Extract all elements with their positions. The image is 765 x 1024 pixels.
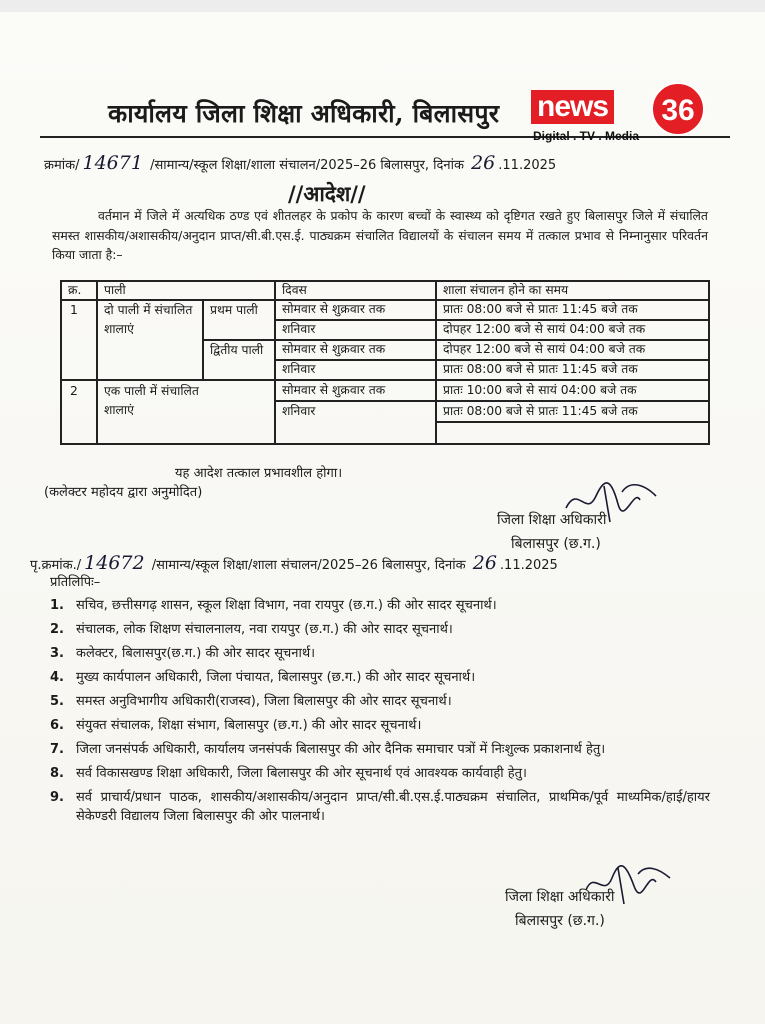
reference-day: 26 <box>471 152 496 174</box>
list-item: 3. कलेक्टर, बिलासपुर(छ.ग.) की ओर सादर सूचनार्थ। <box>50 646 316 661</box>
reference2-date: .11.2025 <box>499 558 558 573</box>
group1-label: दो पाली में संचालित शालाएं <box>104 303 193 336</box>
table-divider <box>96 280 98 444</box>
reference-line-2 <box>30 552 558 574</box>
top-strip <box>0 0 765 12</box>
reference-date: .11.2025 <box>498 158 557 173</box>
g1-row2-day: शनिवार <box>282 322 316 336</box>
reference2-day: 26 <box>472 552 497 574</box>
table-divider <box>435 280 437 444</box>
signature2-place: बिलासपुर (छ.ग.) <box>515 913 605 929</box>
logo-brand: news <box>531 90 614 124</box>
reference-line <box>44 152 556 174</box>
header-shift: पाली <box>104 283 126 297</box>
table-border <box>60 443 710 445</box>
signature-designation: जिला शिक्षा अधिकारी <box>497 512 607 528</box>
g1-row4-time: प्रातः 08:00 बजे से प्रातः 11:45 बजे तक <box>443 362 638 376</box>
g1-row1-day: सोमवार से शुक्रवार तक <box>282 302 386 316</box>
reference-label: क्रमांक/ <box>44 158 80 173</box>
reference2-label: पृ.क्रमांक./ <box>30 558 82 573</box>
copy-to-label: प्रतिलिपिः– <box>50 575 101 590</box>
list-item: 2. संचालक, लोक शिक्षण संचालनालय, नवा रायपुर (छ.ग.) की ओर सादर सूचनार्थ। <box>50 622 453 637</box>
group1-first-shift: प्रथम पाली <box>210 303 258 317</box>
list-item: 9. सर्व प्राचार्य/प्रधान पाठक, शासकीय/अशासकीय/अनुदान प्राप्त/सी.बी.एस.ई.पाठ्यक्रम संचालित, प्राथमिक/पूर्व माध्यमिक/हाई/हायर सेकेण्डरी विद्यालय जिला बिलासपुर की ओर पालनार्थ। <box>50 790 710 824</box>
signature-place: बिलासपुर (छ.ग.) <box>511 536 601 552</box>
table-border <box>60 280 62 444</box>
g2-row1-time: प्रातः 10:00 बजे से सायं 04:00 बजे तक <box>443 383 637 397</box>
g2-row2-day: शनिवार <box>282 404 316 418</box>
g1-row3-time: दोपहर 12:00 बजे से सायं 04:00 बजे तक <box>443 342 646 356</box>
reference-path: /सामान्य/स्कूल शिक्षा/शाला संचालन/2025–26 बिलासपुर, दिनांक <box>150 158 464 173</box>
table-border <box>60 280 710 282</box>
news36-logo <box>531 84 709 146</box>
office-title: कार्यालय जिला शिक्षा अधिकारी, बिलासपुर <box>108 99 500 128</box>
logo-number: 36 <box>651 82 705 136</box>
order-body: वर्तमान में जिले में अत्यधिक ठण्ड एवं शीतलहर के प्रकोप के कारण बच्चों के स्वास्थ्य को दृष्टिगत रखते हुए बिलासपुर जिले में संचालित समस्त शासकीय/अशासकीय/अनुदान प्राप्त/सी.बी.एस.ई. पाठ्यक्रम संचालित विद्यालयों के संचालन समय में तत्काल प्रभाव से निम्नानुसार परिवर्तन किया जाता है:– <box>52 208 708 262</box>
logo-tagline: Digital . TV . Media <box>533 129 640 143</box>
table-border <box>708 280 710 444</box>
group2-sno: 2 <box>70 384 78 398</box>
g2-row1-day: सोमवार से शुक्रवार तक <box>282 383 386 397</box>
signature2-designation: जिला शिक्षा अधिकारी <box>505 889 615 905</box>
list-item: 4. मुख्य कार्यपालन अधिकारी, जिला पंचायत, बिलासपुर (छ.ग.) की ओर सादर सूचनार्थ। <box>50 670 476 685</box>
schedule-table <box>60 280 710 444</box>
list-item: 7. जिला जनसंपर्क अधिकारी, कार्यालय जनसंपर्क बिलासपुर की ओर दैनिक समाचार पत्रों में निःशुल्क प्रकाशनार्थ हेतु। <box>50 742 606 757</box>
copy-to-list <box>50 596 710 831</box>
g1-row3-day: सोमवार से शुक्रवार तक <box>282 342 386 356</box>
group1-sno: 1 <box>70 303 78 317</box>
header-sno: क्र. <box>68 283 82 297</box>
group2-label: एक पाली में संचालित शालाएं <box>104 384 199 417</box>
header-time: शाला संचालन होने का समय <box>443 283 569 297</box>
table-divider <box>435 421 710 423</box>
g1-row4-day: शनिवार <box>282 362 316 376</box>
reference-number: 14671 <box>82 152 143 174</box>
list-item: 6. संयुक्त संचालक, शिक्षा संभाग, बिलासपुर (छ.ग.) की ओर सादर सूचनार्थ। <box>50 718 422 733</box>
group1-second-shift: द्वितीय पाली <box>210 343 264 357</box>
list-item: 1. सचिव, छत्तीसगढ़ शासन, स्कूल शिक्षा विभाग, नवा रायपुर (छ.ग.) की ओर सादर सूचनार्थ। <box>50 598 497 613</box>
effective-note: यह आदेश तत्काल प्रभावशील होगा। <box>175 466 343 481</box>
reference2-path: /सामान्य/स्कूल शिक्षा/शाला संचालन/2025–26 बिलासपुर, दिनांक <box>151 558 466 573</box>
list-item: 5. समस्त अनुविभागीय अधिकारी(राजस्व), जिला बिलासपुर की ओर सादर सूचनार्थ। <box>50 694 452 709</box>
header-day: दिवस <box>282 283 307 297</box>
signature-block-2 <box>505 885 615 933</box>
reference2-number: 14672 <box>84 552 145 574</box>
g1-row2-time: दोपहर 12:00 बजे से सायं 04:00 बजे तक <box>443 322 646 336</box>
g2-row2-time: प्रातः 08:00 बजे से प्रातः 11:45 बजे तक <box>443 404 638 418</box>
g1-row1-time: प्रातः 08:00 बजे से प्रातः 11:45 बजे तक <box>443 302 638 316</box>
table-divider <box>274 280 276 444</box>
order-title: //आदेश// <box>288 181 366 206</box>
list-item: 8. सर्व विकासखण्ड शिक्षा अधिकारी, जिला बिलासपुर की ओर सूचनार्थ एवं आवश्यक कार्यवाही हेतु। <box>50 766 527 781</box>
signature-block <box>497 508 607 556</box>
approval-note: (कलेक्टर महोदय द्वारा अनुमोदित) <box>44 485 203 500</box>
